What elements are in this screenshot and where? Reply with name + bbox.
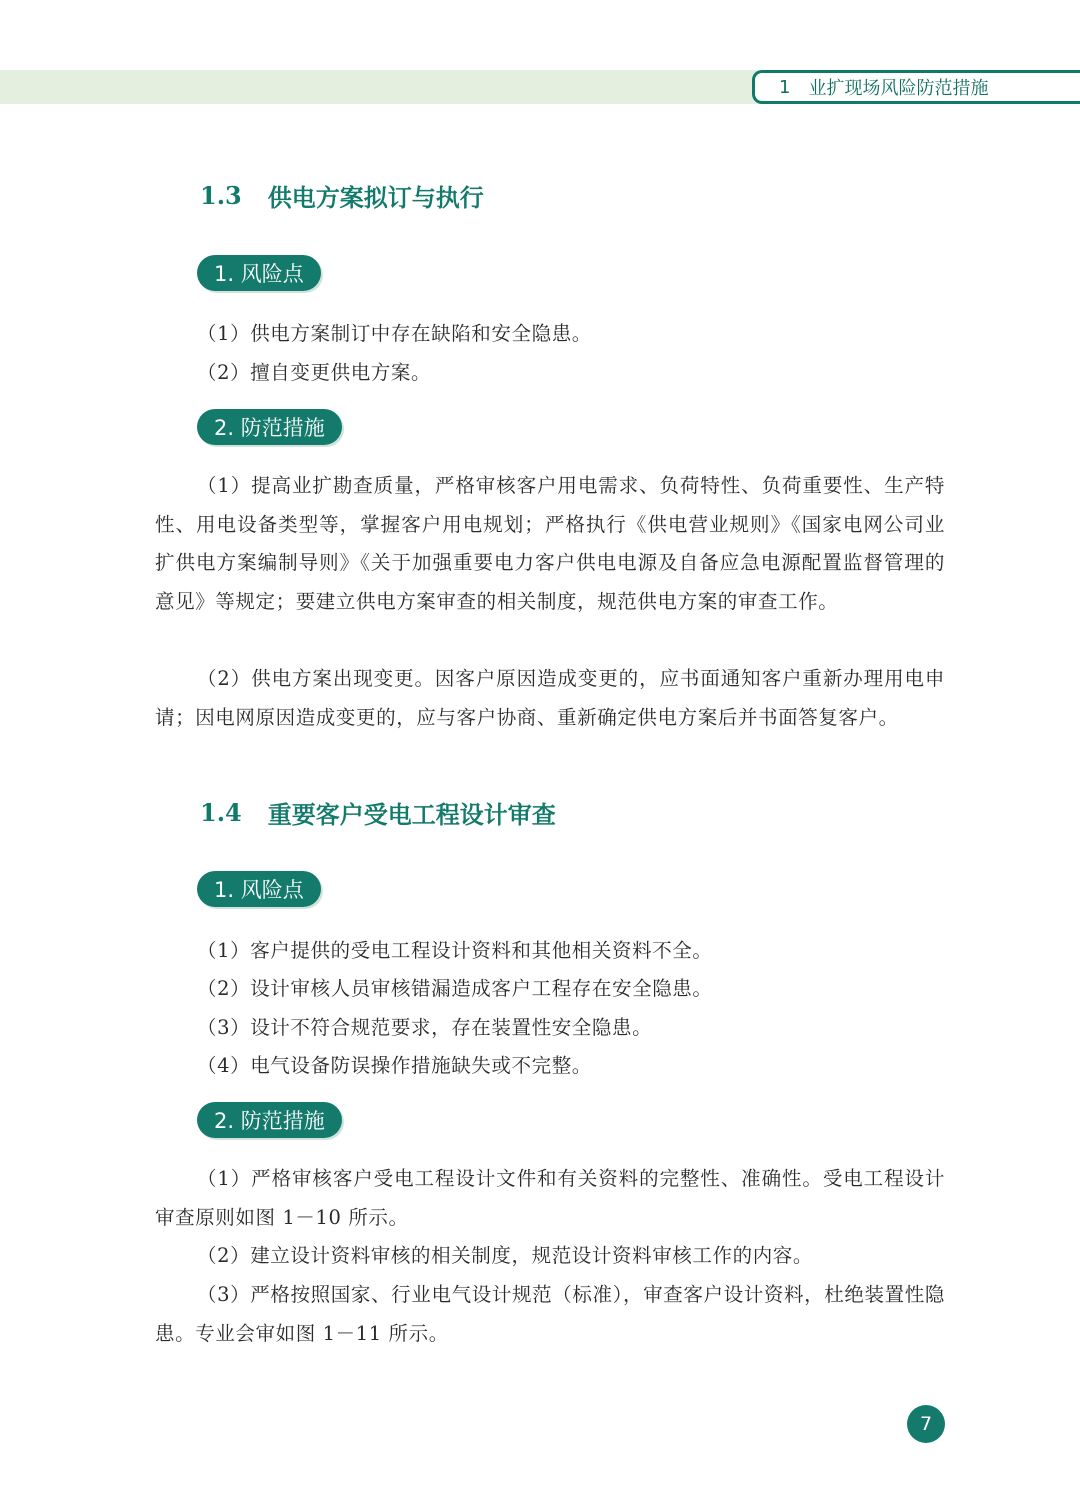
section-number: 1.3 [200,181,242,210]
chapter-title: 业扩现场风险防范措施 [808,78,989,99]
section-title [200,795,556,830]
section-heading: 供电方案拟订与执行 [267,184,484,212]
section-number: 1.4 [200,798,242,827]
risk-item: （2）擅自变更供电方案。 [197,361,432,384]
chapter-number: 1 [779,76,791,98]
measure-paragraph: （3）严格按照国家、行业电气设计规范（标准），审查客户设计资料，杜绝装置性隐患。专业会审如图 1－11 所示。 [155,1283,945,1345]
section-heading: 重要客户受电工程设计审查 [267,801,556,829]
risk-label: 1. 风险点 [197,871,321,907]
risk-item: （3）设计不符合规范要求，存在装置性安全隐患。 [197,1016,653,1039]
measures-label: 2. 防范措施 [197,409,342,445]
measure-paragraph: （2）建立设计资料审核的相关制度，规范设计资料审核工作的内容。 [197,1244,814,1267]
running-header [752,70,1080,104]
risk-label: 1. 风险点 [197,255,321,291]
measures-label: 2. 防范措施 [197,1102,342,1138]
page-number: 7 [907,1405,945,1443]
risk-item: （4）电气设备防误操作措施缺失或不完整。 [197,1054,592,1077]
risk-item: （2）设计审核人员审核错漏造成客户工程存在安全隐患。 [197,977,713,1000]
risk-item: （1）供电方案制订中存在缺陷和安全隐患。 [197,322,592,345]
header-band [0,70,760,104]
measure-paragraph: （1）严格审核客户受电工程设计文件和有关资料的完整性、准确性。受电工程设计审查原则如图 1－10 所示。 [155,1167,945,1229]
measure-paragraph: （1）提高业扩勘查质量，严格审核客户用电需求、负荷特性、负荷重要性、生产特性、用电设备类型等，掌握客户用电规划；严格执行《供电营业规则》《国家电网公司业扩供电方案编制导则》《关于加强重要电力客户供电电源及自备应急电源配置监督管理的意见》等规定；要建立供电方案审查的相关制度，规范供电方案的审查工作。 [155,474,945,613]
measure-paragraph: （2）供电方案出现变更。因客户原因造成变更的，应书面通知客户重新办理用电申请；因电网原因造成变更的，应与客户协商、重新确定供电方案后并书面答复客户。 [155,667,945,729]
section-title [200,178,484,213]
risk-item: （1）客户提供的受电工程设计资料和其他相关资料不全。 [197,939,713,962]
